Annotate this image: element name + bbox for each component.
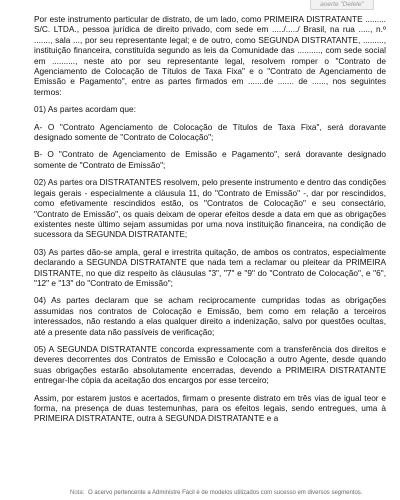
paragraph-01-b: B- O "Contrato de Agenciamento de Emissão e Pagamento", será doravante designado somente de "Contrato de Emissão"; xyxy=(34,149,386,170)
paragraph-04: 04) As partes declaram que se acham reciprocamente cumpridas todas as obrigações assumidas nos contratos de Colocação e Emissão, bem como em relação a terceiros interessados, não restando a elas qualquer direito a indenização, salvo por questões ocultas, até a presente data não passíveis de verificação; xyxy=(34,295,386,337)
document-page xyxy=(26,0,387,500)
delete-tab[interactable]: aoerte "Delete" xyxy=(310,0,374,10)
paragraph-05: 05) A SEGUNDA DISTRATANTE concorda expressamente com a transferência dos direitos e deveres decorrentes dos Contratos de Emissão e Colocação a outro Agente, desde quando suas obrigações estarão absolutamente encerradas, devendo a PRIMEIRA DISTRATANTE entregar-lhe cópia da aceitação dos encargos por esse terceiro; xyxy=(34,343,386,386)
paragraph-intro: Por este instrumento particular de distrato, de um lado, como PRIMEIRA DISTRATANTE ......... S/C. LTDA., pessoa jurídica de direito privado, com sede em ...../...../ Brasil, na rua ....., n.º ......., sala ..., por seu representante legal; e de outro, como SEGUNDA DISTRATANTE, ........., instituição financeira, constituída segundo as leis da Comunidade das .........., com sede social em .........., neste ato por seu representante legal, resolvem romper o "Contrato de Agenciamento de Colocação de Títulos de Taxa Fixa" e o "Contrato de Agenciamento de Emissão e Pagamento", entre as partes firmados em .......de ....... de ......, nos seguintes termos: xyxy=(34,14,386,97)
note-text: O acervo pertencente a Administre Fácil é de modelos utilizados com sucesso em diversos segmentos. xyxy=(88,490,363,496)
paragraph-02: 02) As partes ora DISTRATANTES resolvem, pelo presente instrumento e dentro das condições legais gerais - especialmente a cláusula 11, do "Contrato de Emissão" -, dar por rescindidos, como efetivamente rescindidos estão, os "Contratos de Colocação" e seu consectário, "Contrato de Emissão", os quais deixam de operar efeitos desde a data em que as obrigações existentes neste último sejam assumidas por uma nova instituição financeira, na condição de sucessora da SEGUNDA DISTRATANTE; xyxy=(34,177,387,240)
paragraph-01-a: A- O "Contrato Agenciamento de Colocação de Títulos de Taxa Fixa", será doravante designado somente de "Contrato de Colocação"; xyxy=(34,121,386,143)
note-label: Nota: xyxy=(70,490,85,496)
paragraph-01: 01) As partes acordam que: xyxy=(34,104,136,115)
footer-note xyxy=(0,487,400,500)
document-body xyxy=(34,14,386,431)
paragraph-03: 03) As partes dão-se ampla, geral e irrestrita quitação, de ambos os contratos, especialmente declarando a SEGUNDA DISTRATANTE que nada tem a reclamar ou pleitear da PRIMEIRA DISTRANTE, no que diz respeito às cláusulas "3", "7" e "9" do "Contrato de Colocação", e "6", "12" e "13" do "Contrato de Emissão"; xyxy=(34,246,386,288)
paragraph-closing: Assim, por estarem justos e acertados, firmam o presente distrato em três vias de igual teor e forma, na presença de duas testemunhas, para os efeitos legais, sendo entregues, uma à PRIMEIRA DISTRATANTE, outra à SEGUNDA DISTRATANTE e a xyxy=(34,392,386,424)
